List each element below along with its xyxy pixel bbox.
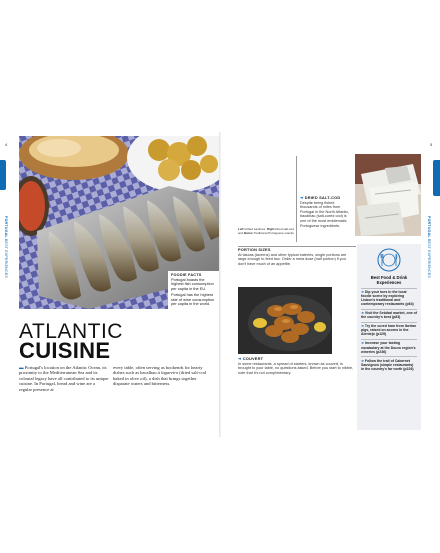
running-head-right: PORTUGAL BEST EXPERIENCES [427,216,431,278]
section-tab-left [0,160,6,190]
running-head-left: PORTUGAL BEST EXPERIENCES [4,216,8,278]
portion-sizes-title: PORTION SIZES [238,247,271,252]
intro-bullet-icon: ▬ [19,365,24,370]
arrow-icon: ➜ [238,356,243,361]
intro-col2-before: every table, often serving as bookends for hearty dishes such as bacalhau [113,365,203,376]
headline-line1: ATLANTIC [19,320,123,343]
best-food-panel [357,244,421,430]
arrow-icon: ➜ [361,358,365,363]
foodie-facts-p1: Portugal boasts the highest fish consumption per capita in the EU. [171,276,214,291]
couvert-title: ➜ COUVERT [238,356,264,361]
panel-separator [361,322,417,323]
panel-separator [361,356,417,357]
intro-col1 [19,365,109,392]
arrow-icon: ➜ [361,324,365,329]
panel-separator [361,339,417,340]
portion-sizes-text: At tascas (taverns) and other typical eateries, single portions are large enough to feed two. Order a meia dose (half portion) if you don't have much of an appetite. [238,252,347,266]
snacks-photo [238,287,332,354]
book-gutter [219,132,221,437]
panel-title: Best Food & Drink Experiences [370,275,408,285]
panel-item: ➜ Follow the trail of Cabernet Sauvignon (simple restaurants) in the country's far north (p226) [361,358,414,371]
couvert-block [238,357,356,375]
foodie-facts-p2: Portugal has the highest rate of wine consumption per capita in the world. [171,291,215,307]
section-tab-right [433,160,440,196]
salt-cod-block [300,196,352,228]
salt-cod-photo [355,154,421,236]
salt-cod-text: Despite being fished thousands of miles from Portugal in the North Atlantic, bacalhau (salt-cured cod) is one of the most emblematic Portuguese ingredients. [300,200,350,228]
panel-separator [361,288,417,289]
book-spread [0,132,440,437]
panel-item: ➜ Visit the Setúbal market, one of the country's best (p83) [361,311,417,320]
headline-line2: CUISINE [19,338,111,363]
photo-caption: Left Grilled sardines. Right Dried salt-cod and Below Traditional Portuguese snacks [238,227,294,235]
salt-cod-title: ➜ DRIED SALT-COD [300,195,341,200]
intro-col2-italic: à lagareiro [157,370,179,376]
couvert-text: In some restaurants, a spread of starters, known as couvert, is brought to your table, no questions asked. Before you start to nibble, note that it's not complimentary. [238,361,354,375]
intro-col1-text: Portugal's location on the Atlantic Ocean, its proximity to the Mediterranean Sea and its colonial legacy have all contributed to its unique cuisine. In Portugal, bread and wine are a regular presence at [19,365,109,392]
arrow-icon: ➜ [300,195,305,200]
foodie-facts-title: FOODIE FACTS [171,273,202,277]
page-number-left: 4 [5,142,8,147]
intro-col2 [113,365,208,387]
portion-sizes-block [238,248,353,266]
panel-separator [361,309,417,310]
panel-item: ➜ Dip your toes in the local foodie scene by exploring Lisbon's traditional and contemporary restaurants (p64) [361,289,414,307]
panel-item: ➜ Increase your tasting vocabulary at the Douro region's wineries (p236) [361,341,416,354]
divider-vertical [296,156,297,242]
arrow-icon: ➜ [361,341,365,346]
arrow-icon: ➜ [361,311,365,316]
arrow-icon: ➜ [361,289,365,294]
cutlery-icon [377,248,401,272]
intro-col2-after: (dried salt-cod baked in olive oil), a dish that brings together disparate waters and bitterness. [113,370,206,387]
foodie-facts-box [168,271,221,309]
panel-item: ➜ Try the cured ham from Iberian pigs, raised on acorns in the Alentejo (p129) [361,324,417,337]
page-number-right: 5 [430,142,433,147]
